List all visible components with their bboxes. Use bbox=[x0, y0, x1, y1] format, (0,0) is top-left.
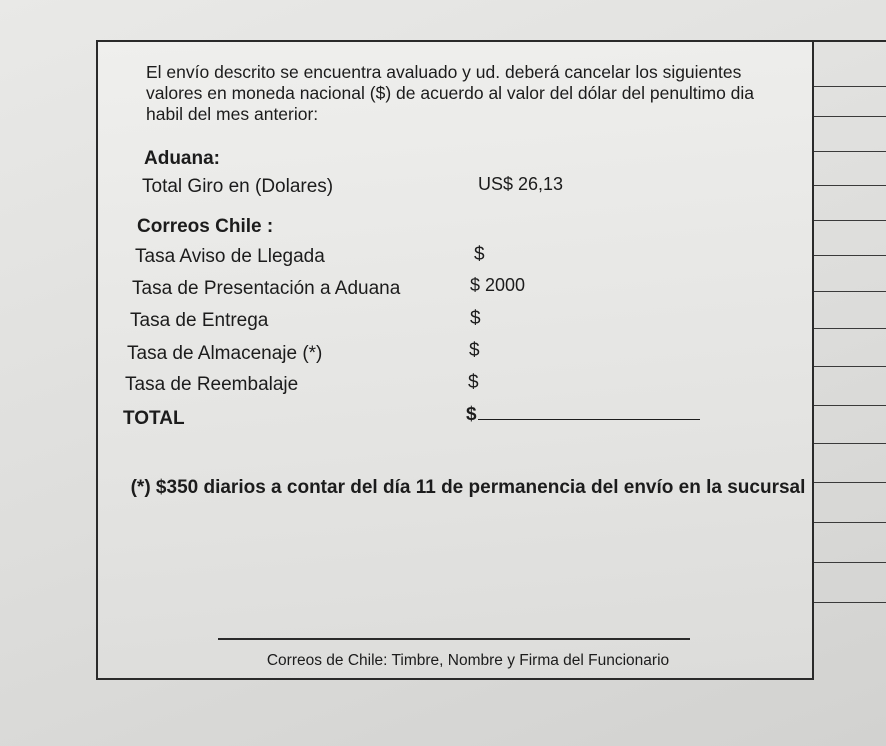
signature-line bbox=[218, 638, 690, 640]
fee-value-aviso: $ bbox=[474, 244, 485, 265]
aduana-heading: Aduana: bbox=[144, 148, 220, 169]
fee-label-aviso: Tasa Aviso de Llegada bbox=[135, 246, 325, 267]
side-rule bbox=[814, 116, 886, 117]
signature-caption: Correos de Chile: Timbre, Nombre y Firma del Funcionario bbox=[266, 652, 670, 669]
side-rule bbox=[814, 220, 886, 221]
side-rule bbox=[814, 255, 886, 256]
storage-note: (*) $350 diarios a contar del día 11 de permanencia del envío en la sucursal bbox=[130, 477, 806, 498]
side-rule bbox=[814, 86, 886, 87]
side-rule bbox=[814, 602, 886, 603]
side-rule bbox=[814, 443, 886, 444]
side-rule bbox=[814, 328, 886, 329]
side-rule bbox=[814, 291, 886, 292]
side-rule bbox=[814, 562, 886, 563]
fee-value-entrega: $ bbox=[470, 308, 481, 329]
fee-label-presentacion: Tasa de Presentación a Aduana bbox=[132, 278, 401, 299]
total-value: $ bbox=[466, 404, 477, 425]
side-rule bbox=[814, 405, 886, 406]
side-rule bbox=[814, 482, 886, 483]
side-rule bbox=[814, 185, 886, 186]
fee-label-entrega: Tasa de Entrega bbox=[130, 310, 269, 331]
side-rule bbox=[814, 522, 886, 523]
aduana-total-label: Total Giro en (Dolares) bbox=[142, 176, 334, 197]
fee-value-almacenaje: $ bbox=[469, 340, 480, 361]
total-label: TOTAL bbox=[123, 408, 185, 429]
top-right-rule bbox=[810, 40, 886, 42]
fee-label-almacenaje: Tasa de Almacenaje (*) bbox=[127, 343, 323, 364]
side-rule bbox=[814, 366, 886, 367]
fee-label-reembalaje: Tasa de Reembalaje bbox=[125, 374, 299, 395]
form-sheet bbox=[96, 40, 814, 680]
fee-value-reembalaje: $ bbox=[468, 372, 479, 393]
intro-text: El envío descrito se encuentra avaluado y ud. deberá cancelar los siguientes valores en moneda nacional ($) de acuerdo al valor del dólar del penultimo dia habil del mes anterior: bbox=[146, 62, 755, 124]
total-blank-line bbox=[478, 418, 700, 420]
fee-value-presentacion: $ 2000 bbox=[470, 275, 526, 295]
side-rule bbox=[814, 151, 886, 152]
aduana-total-value: US$ 26,13 bbox=[478, 174, 564, 194]
correos-heading: Correos Chile : bbox=[137, 216, 274, 237]
